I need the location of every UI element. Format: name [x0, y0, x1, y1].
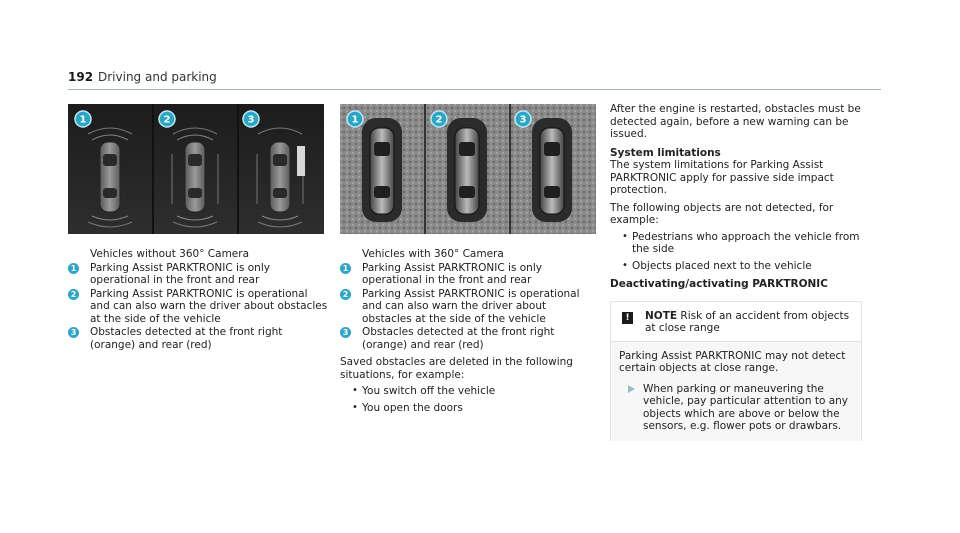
list-item — [340, 385, 595, 398]
figure-a-caption: Vehicles without 360° Camera — [90, 248, 250, 260]
figure-a-badge-2 — [158, 110, 176, 128]
page-number: 192 — [68, 70, 94, 84]
bullet-text: Objects placed next to the vehicle — [632, 259, 812, 272]
list-item — [610, 231, 870, 256]
legend-without-camera — [68, 248, 328, 351]
legend-text: Parking Assist PARKTRONIC is only operational in the front and rear — [90, 261, 270, 286]
system-limitations-heading: System limitations — [610, 146, 721, 159]
figure-a-badge-1 — [74, 110, 92, 128]
right-column — [610, 103, 870, 441]
legend-item — [340, 326, 595, 351]
number-badge: 2 — [68, 289, 79, 300]
figure-b-badge-1 — [346, 110, 364, 128]
number-badge: 3 — [68, 327, 79, 338]
header-divider — [68, 89, 881, 90]
legend-item — [68, 288, 328, 326]
section-title: Driving and parking — [98, 70, 217, 84]
legend-item — [340, 262, 595, 287]
svg-text:1: 1 — [351, 114, 359, 126]
not-detected-text: The following objects are not detected, for example: — [610, 201, 834, 226]
deactivating-heading: Deactivating/activating PARKTRONIC — [610, 278, 828, 290]
svg-text:2: 2 — [163, 114, 171, 126]
list-item — [610, 260, 870, 273]
note-step-text: When parking or maneuvering the vehicle, pay particular attention to any objects which are above or below the sensors, e.g. flower pots or drawbars. — [643, 382, 849, 432]
figure-a-badge-3 — [242, 110, 260, 128]
bullet-icon: • — [352, 401, 358, 413]
bullet-icon: • — [352, 385, 358, 396]
list-item — [340, 402, 595, 415]
bullet-text: You open the doors — [362, 401, 463, 414]
page-header — [68, 70, 881, 90]
legend-item — [340, 288, 595, 326]
note-body-text: Parking Assist PARKTRONIC may not detect certain objects at close range. — [619, 349, 846, 374]
legend-text: Obstacles detected at the front right (orange) and rear (red) — [362, 326, 555, 351]
system-limitations-text: The system limitations for Parking Assist PARKTRONIC apply for passive side impact protection. — [610, 159, 834, 196]
legend-text: Obstacles detected at the front right (orange) and rear (red) — [90, 326, 283, 351]
note-box — [610, 301, 862, 441]
bullet-text: You switch off the vehicle — [362, 385, 496, 397]
bullet-text: Pedestrians who approach the vehicle from the side — [632, 230, 860, 255]
number-badge: 1 — [340, 263, 351, 274]
figure-b-caption: Vehicles with 360° Camera — [362, 248, 504, 260]
legend-with-camera — [340, 248, 595, 414]
legend-item — [68, 262, 328, 287]
saved-obstacles-text: Saved obstacles are deleted in the following situations, for example: — [340, 356, 573, 381]
figure-b-badge-3 — [514, 110, 532, 128]
number-badge: 3 — [340, 327, 351, 338]
svg-text:2: 2 — [435, 114, 443, 126]
legend-text: Parking Assist PARKTRONIC is operational and can also warn the driver about obstacles at the side of the vehicle — [362, 287, 580, 325]
figure-parktronic-without-camera — [68, 104, 324, 234]
figure-parktronic-with-camera — [340, 104, 596, 234]
note-title: NOTE — [645, 309, 678, 322]
note-header — [611, 302, 861, 342]
arrow-right-icon — [628, 385, 635, 393]
svg-text:3: 3 — [247, 114, 255, 126]
bullet-icon: • — [622, 259, 628, 271]
note-step — [619, 383, 853, 433]
legend-item — [68, 326, 328, 351]
number-badge: 1 — [68, 263, 79, 274]
number-badge: 2 — [340, 289, 351, 300]
warning-icon: ! — [622, 312, 633, 324]
figure-b-badge-2 — [430, 110, 448, 128]
bullet-icon: • — [622, 230, 628, 242]
note-title-text: Risk of an accident from objects at close range — [645, 309, 850, 334]
note-body — [611, 342, 861, 441]
legend-text: Parking Assist PARKTRONIC is only operational in the front and rear — [362, 261, 542, 286]
svg-text:3: 3 — [519, 114, 527, 126]
restart-text: After the engine is restarted, obstacles must be detected again, before a new warning can be issued. — [610, 103, 861, 140]
legend-text: Parking Assist PARKTRONIC is operational and can also warn the driver about obstacles at the side of the vehicle — [90, 287, 328, 325]
svg-text:1: 1 — [79, 114, 87, 126]
